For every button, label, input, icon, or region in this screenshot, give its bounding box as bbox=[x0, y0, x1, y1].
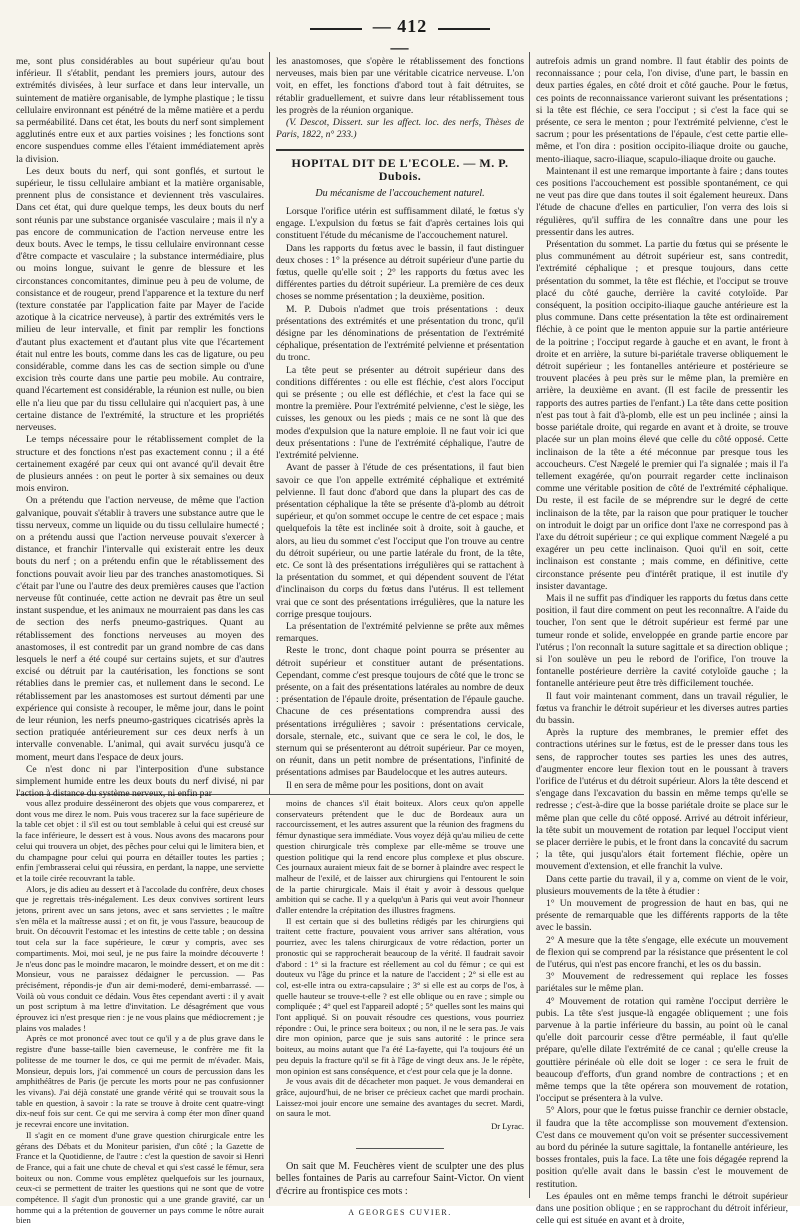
article-title: HOPITAL DIT DE L'ECOLE. — M. P. Dubois. bbox=[276, 149, 524, 181]
notice-text: On sait que M. Feuchères vient de sculpter une des plus belles fontaines de Paris au carrefour Saint-Victor. On vient d'écrire au frontispice ces mots : bbox=[276, 1160, 524, 1197]
paragraph: 5° Alors, pour que le fœtus puisse franchir ce dernier obstacle, il faudra que la tête accomplisse son mouvement d'extension. C'est dans ce mouvement qu'on voit se présenter successivement au bord du périnée la suture sagittale, la fontanelle antérieure, les bosses frontales, puis la face. La tête une fois dégagée reprend la position qu'elle avait dans le bassin c'est le mouvement de restitution. bbox=[536, 1105, 788, 1190]
feuilleton-middle bbox=[276, 798, 524, 1218]
paragraph: Il faut voir maintenant comment, dans un travail régulier, le fœtus va franchir le détroit supérieur et les diverses autres parties du bassin. bbox=[536, 690, 788, 726]
paragraph: Après ce mot prononcé avec tout ce qu'il y a de plus grave dans le registre d'une basse-taille bien caverneuse, le confrère me fit la politesse de me tourner le dos, ce qui me permit de m'évader. Mais, Monsieur, depuis lors, j'ai commencé un cours de percussion dans les amphithéâtres de Paris (je percute les morts pour ne pas confusionner les vivans). J'ai déjà constaté une grande vérité qui se trouvait sous la table en question, à savoir : la rate se trouve à droite cent quatre-vingt dix-neuf fois sur cent. Ce qui me servira à comp éter mon dîner quand je recevrai encore une invitation. bbox=[16, 1033, 264, 1130]
header-rule-right bbox=[438, 28, 490, 30]
article-subtitle: Du mécanisme de l'accouchement naturel. bbox=[315, 187, 485, 199]
page-number: — 412 — bbox=[372, 16, 428, 57]
paragraph: La tête peut se présenter au détroit supérieur dans des conditions différentes : ou elle est fléchie, c'est alors l'occiput qui se présente ; ou elle est défléchie, et c'est la face qui se montre la première. Pour l'extrémité pelvienne, c'est le siège, les cuisses, les genoux ou les pieds ; mais ce ne sont là que des modes d'expulsion que la nature emploie. Il ne faut voir ici que deux présentations : l'une de l'extrémité céphalique, l'autre de l'extrémité pelvienne. bbox=[276, 364, 524, 462]
paragraph: les anastomoses, que s'opère le rétablissement des fonctions nerveuses, mais bien par une véritable cicatrice nerveuse. L'on voit, en effet, les fonctions d'abord tout à fait détruites, se rétablir graduellement, et suivre dans leur rétablissement tous les progrès de la réunion organique. bbox=[276, 56, 524, 116]
page-header bbox=[0, 14, 800, 57]
paragraph: Dans cette partie du travail, il y a, comme on vient de le voir, plusieurs mouvements de la tête à étudier : bbox=[536, 873, 788, 897]
paragraph: Alors, je dis adieu au dessert et à l'accolade du confrère, deux choses que je regrettais très-inégalement. Les deux convives sortirent leurs jetons, prirent avec un sans jetons, avec et sans serviettes ; le maître s'en mêla et la maîtresse aussi ; et on fit, je vous l'assure, beaucoup de bruit. On découvrit l'estomac et les intestins de cette table ; on dessina tout cela sur la face supérieure, le cœur y compris, avec ses compartiments. Moi, moi seul, je ne pus faire la moindre découverte ! Je n'eus donc pas le moindre macaron, le moindre dessert, et on me dit : Monsieur, vous ne paraissez dédaigner le percussion. — Pas précisément, répondis-je d'un air demi-moderé, demi-embarrassé. — Voilà où vous conduit ce dédain. Vous êtes cependant averti : il y avait un post scriptum à ma lettre d'invitation. Le désagrément que vous éprouvez ici n'est presque rien : je ne vous plains que médiocrement ; je plains vos malades ! bbox=[16, 883, 264, 1033]
paragraph: Après la rupture des membranes, le premier effet des contractions utérines sur le fœtus, est de le presser dans tous les sens, de rapprocher toutes ses parties les unes des autres, d'augmenter encore leur flexion tout en le poussant à travers l'orifice de l'utérus et du détroit supérieur. Alors la tête descend et s'engage dans l'excavation du bassin en même temps qu'elle se redresse ; c'est-à-dire que la bosse pariétale droite se place sur le même plan que celle du côté opposé. Arrivé au détroit inférieur, la tête subit un mouvement de rotation par lequel l'occiput vient se placer derrière le pubis, et le front dans la concavité du sacrum ; la tête, qui jusqu'alors était fortement fléchie, opère un mouvement d'extension, et elle franchit la vulve. bbox=[536, 727, 788, 873]
paragraph: Reste le tronc, dont chaque point pourra se présenter au détroit supérieur et constituer autant de présentations. Cependant, comme c'est presque toujours de côté que le tronc se présente, on a fait des présentations latérales au nombre de deux : présentation de l'épaule droite, présentation de l'épaule gauche. Chacune de ces présentations comprendra aussi des présentations irrégulières ; savoir : présentations cervicale, dorsale, sternale, etc., suivant que ce sera le col, le dos, le sternum qui se présenteront au détroit supérieur. Par ce moyen, on réunit, dans un petit nombre de présentations, l'infinité de présentations admises par Baudelocque et les autres auteurs. bbox=[276, 645, 524, 779]
paragraph: La présentation de l'extrémité pelvienne se prête aux mêmes remarques. bbox=[276, 620, 524, 645]
paragraph: Avant de passer à l'étude de ces présentations, il faut bien savoir ce que l'on appelle extrémité céphalique et extrémité pelvienne. Il faut donc d'abord que dans la plupart des cas de présentation céphalique la tête se présente d'à-plomb au détroit supérieur, et qu'on sommet occupe le centre de cet espace ; mais quelquefois la tête est inclinée soit à droite, soit à gauche, et alors, au lieu du sommet c'est l'occiput que l'on trouve au centre du détroit supérieur, ou une partie latérale du front, de la tête, etc. Ce sont là des présentations irrégulières qui se rattachent à la présentation du sommet, et qui dépendent souvent de l'état d'inclinaison du corps du fœtus dans l'utérus. Il est tellement vrai que ce sont des présentations irrégulières, que la nature les corrige presque toujours. bbox=[276, 462, 524, 620]
paragraph: Ce n'est donc ni par l'interposition d'une substance simplement humide entre les deux bouts du nerf divisé, ni par l'action à distance du système nerveux, ni enfin par bbox=[16, 763, 264, 800]
paragraph: Il s'agit en ce moment d'une grave question chirurgicale entre les gérans des Débats et du Moniteur parisien, d'un côté ; la Gazette de France et la Quotidienne, de l'autre : c'est la question de savoir si Henri de France, qui a fait une chute de cheval et qui s'est cassé le fémur, sera boiteux ou non. Comme vous emplètez quelquefois sur les journaux, ceux-ci se permettent de traiter les questions qui ne sont que de votre compétence. Il s'agit d'un pronostic qui a une grande gravité, car un homme qui a la prétention de gouverner un pays comme le nôtre aurait bien bbox=[16, 1129, 264, 1226]
column-divider-2 bbox=[529, 52, 530, 1198]
paragraph: 1° Un mouvement de progression de haut en bas, qui ne présente de remarquable que les différents rapports de la tête avec le bassin. bbox=[536, 898, 788, 934]
column-divider-bottom bbox=[269, 798, 270, 1198]
reference: (V. Descot, Dissert. sur les affect. loc. des nerfs, Thèses de Paris, 1822, n° 233.) bbox=[276, 117, 524, 141]
notice bbox=[276, 1161, 524, 1198]
column-divider-1 bbox=[269, 52, 270, 794]
paragraph: moins de chances s'il était boiteux. Alors ceux qu'on appelle conservateurs prétendent que le duc de Bordeaux aura un raccourcissement, et les autres assurent que la réunion des fragmens du fémur dynastique sera immédiate. Vous voyez déjà qu'au milieu de cette question chirurgicale très complexe par elle-même se trouve une question politique qui la rend encore plus complexe et plus obscure. Ces journaux auraient mieux fait de se borner à plaindre avec respect le malheur de l'exilé, et de laisser aux chirurgiens qui l'entourent le soin de la partie chirurgicale. Mais il était y avoir à dessous quelque ambition qui se cache. Il y a quelqu'un à Paris qui veut avoir l'honneur d'aller entendre la crépitation des illustres fragmens. bbox=[276, 798, 524, 916]
paragraph: me, sont plus considérables au bout supérieur qu'au bout inférieur. Il s'établit, pendant les premiers jours, autour des extrémités divisées, à leur surface et dans leur intervalle, un suintement de matière organisable, de lymphe plastique ; le tissu cellulaire environnant est pénétré de la même matière et a perdu sa perméabilité. Dans cet état, les bouts du nerf sont simplement agglutinés entre eux et aux parties voisines ; les fonctions sont encore suspendues comme elles l'étaient immédiatement après la division. bbox=[16, 56, 264, 165]
column-left bbox=[16, 56, 264, 800]
notice-rule bbox=[356, 1148, 444, 1149]
paragraph: Il en sera de même pour les positions, dont on avait bbox=[286, 779, 484, 791]
paragraph: Dans les rapports du fœtus avec le bassin, il faut distinguer deux choses : 1° la présence au détroit supérieur d'une partie du fœtus, quelle qu'elle soit ; 2° les rapports du fœtus avec les différentes parties du détroit supérieur. La première de ces deux choses se nomme présentation ; la deuxième, position. bbox=[276, 242, 524, 303]
paragraph: Maintenant il est une remarque importante à faire ; dans toutes ces positions l'accouchement est possible spontanément, ce qui ne veut pas dire que dans toutes il soit également heureux. Dans l'étude de chacune d'elles en particulier, l'on verra des lois si régulières, qu'il suffira de les connaître dans une pour les pressentir dans les autres. bbox=[536, 165, 788, 238]
paragraph: 4° Mouvement de rotation qui ramène l'occiput derrière le pubis. La tête s'est jusque-là engagée obliquement ; une fois parvenue à la partie inférieure du bassin, au point où le canal qu'elle doit parcourir cesse d'être perméable, il faut qu'elle prépare, qu'elle dilate l'extrémité de ce canal ; qu'elle creuse la gouttière périnéale où elle doit se loger : ce sera le fruit de beaucoup d'efforts, d'un grand nombre de contractions ; et en même temps que la tête opérera son mouvement de rotation, l'occiput se présentera à la vulve. bbox=[536, 995, 788, 1105]
feuilleton-left bbox=[16, 798, 264, 1226]
paragraph: Les épaules ont en même temps franchi le détroit supérieur dans une position oblique ; en se rapprochant du détroit inférieur, celle qui est située en avant et à droite, bbox=[536, 1190, 788, 1227]
paragraph: Je vous avais dit de décacheter mon paquet. Je vous demanderai en grâce, aujourd'hui, de ne briser ce précieux cachet que mardi prochain. Laissez-moi jouir encore une semaine des avantages du secret. Mardi, on saura le mot. bbox=[276, 1076, 524, 1119]
paragraph: Présentation du sommet. La partie du fœtus qui se présente le plus communément au détroit supérieur est, sans contredit, l'extrémité céphalique ; et presque toujours, dans cette présentation du sommet, la tête est fléchie, et l'occiput se trouve placé du côté gauche, derrière la cavité cotyloïde. Par conséquent, la position occipito-iliaque gauche antérieure est la plus commune. Dans cette présentation la tête est ordinairement fléchie, à ce point que le menton appuie sur la partie antérieure de la poitrine ; l'occiput regarde à gauche et en avant, le front à droite et en arrière, la suture bi-pariétale traverse obliquement le détroit supérieur ; les fontanelles antérieure et postérieure se trouvent placées à peu près sur le même plan, la première en arrière, la deuxième en avant. (Il est facile de pressentir les rapports des autres parties de l'enfant.) La tête dans cette position n'est pas tout à fait d'à-plomb, elle est un peu inclinée ; ainsi la bosse pariétale droite, qui regarde en avant et à droite, se trouve placée sur un plan moins élevé que celle du côté opposé. Cette inclinaison de la tête a été méconnue par presque tous les accoucheurs. C'est Nægelé le premier qui l'a signalée ; mais il l'a tellement exagérée, qu'on pourrait regarder cette inclinaison comme une véritable position de côté de l'extrémité céphalique. Du reste, il est facile de se méprendre sur le degré de cette inclinaison de la tête, par la raison que pour pratiquer le toucher on introduit le doigt par un orifice dont l'axe ne correspond pas à l'axe du détroit supérieur ; ce qui explique comment Nægelé a pu exagérer un peu cette inclinaison. Quoi qu'il en soit, cette inclinaison est constante ; mais comme, en définitive, cette circonstance présente peu d'intérêt pratique, il est inutile d'y insister davantage. bbox=[536, 239, 788, 592]
paragraph: Lorsque l'orifice utérin est suffisamment dilaté, le fœtus s'y engage. L'expulsion du fœtus se fait d'après certaines lois qui constituent l'étude du mécanisme de l'accouchement naturel. bbox=[276, 206, 524, 242]
paragraph: On a prétendu que l'action nerveuse, de même que l'action galvanique, pouvait s'établir à travers une substance autre que le tissu nerveux, comme un liquide ou du tissu cellulaire humecté ; on a prétendu aussi que l'action nerveuse pouvait s'exercer à distance, et franchir l'intervalle qui existerait entre les deux bouts du nerf ; on a prétendu enfin que le rétablissement des fonctions pouvait avoir lieu par des tranches anastomotiques. Si c'était par l'une ou l'autre des deux premières causes que l'action nerveuse fût continuée, cette action ne devrait pas être un seul instant suspendue, et les animaux ne mourraient pas dans les cas de section des nerfs pneumo-gastriques. Quant au rétablissement des fonctions nerveuses au moyen des anastomoses, il est contredit par un grand nombre de cas dans lesquels le nerf a été coupé sur certains sujets, et sur d'autres excisé ou détruit par la cautérisation, les fonctions se sont rétablies dans le premier cas, et nullement dans le second. Le rétablissement par les anastomoses est surtout démenti par une expérience qui consiste à recouper, le même jour, dans le point de leur réunion, les nerfs pneumo-gastriques cicatrisés après la section pratiquée antérieurement sur ces deux nerfs à un intervalle convenable. L'animal, qui avait survécu jusqu'à ce moment, meurt dans l'espace de deux jours. bbox=[16, 495, 264, 763]
column-middle bbox=[276, 56, 524, 794]
header-rule-left bbox=[310, 28, 362, 30]
paragraph: autrefois admis un grand nombre. Il faut établir des points de reconnaissance ; pour cela, l'on divise, d'une part, le bassin en deux parties égales, en côté droit et côté gauche. Pour le fœtus, ces points de reconnaissance varieront suivant les présentations ; si la tête est fléchie, ce sera l'occiput ; si c'est la face qui se présente, ce sera le menton ; pour l'extrémité pelvienne, c'est le sacrum ; pour les présentations de l'épaule, c'est cette partie elle-même, et l'on dira : position occipito-iliaque droite ou gauche, mento-iliaque, sacro-iliaque, scapulo-iliaque droite ou gauche. bbox=[536, 56, 788, 165]
paragraph: 3° Mouvement de redressement qui replace les fosses pariétales sur le même plan. bbox=[536, 971, 788, 995]
column-right bbox=[536, 56, 788, 1227]
paragraph: Il est certain que si des bulletins rédigés par les chirurgiens qui traitent cette fracture, pouvaient vous arriver sans altération, vous pourriez, avec les talens chirurgicaux de votre rédaction, porter un pronostic qui se rapprocherait beaucoup de la vérité. Il faudrait savoir d'abord : 1° si la fracture est réellement au col du fémur ; ce qui est douteux vu l'âge du prince et la nature de l'accident ; 2° si elle est au col, est-elle intra ou extra-capsulaire ; 3° si elle est au corps de l'os, à quelle hauteur se trouve-t-elle ? est elle oblique ou en rave ; simple ou compliquée ; 4° quel est l'appareil adopté ; 5° quelles sont les mains qui l'ont appliqué. Si on pouvait résoudre ces questions, vous pourriez répondre : Oui, le prince sera boiteux ; ou non, il ne le sera pas. Je vais dire mon opinion, parce que je suis sans autorité : le prince sera boiteux, au moins autant que l'a été La-fayette, qui l'a toujours été un peu depuis la fracture qu'il se fit à l'âge de vingt deux ans. Je le répète, mon opinion est sans conséquence, et c'est pour cela que je la donne. bbox=[276, 915, 524, 1076]
dedication: A GEORGES CUVIER. bbox=[348, 1208, 452, 1218]
signature: Dr Lyrac. bbox=[491, 1121, 524, 1132]
paragraph: Les deux bouts du nerf, qui sont gonflés, et surtout le supérieur, le tissu cellulaire ambiant et la matière organisable, prennent plus de consistance et deviennent très vasculaires. Dans cet état, qui dure quelque temps, les deux bouts du nerf sont réunis par une substance organisée vasculaire ; mais il n'y a pas encore de communication de l'action nerveuse entre les deux bouts. Avec le temps, le tissu cellulaire environnant cesse d'être compacte et vasculaire ; la substance intermédiaire, plus ou moins longue, suivant le genre de blessure et les circonstances concomitantes, diminue peu à peu de volume, de consistance et de rougeur, prend l'apparence et la texture du nerf (texture constatée par l'application faite par Mayer de l'acide azotique à la cicatrice nerveuse), à partir des extrémités vers le milieu de leur intervalle, et finit par remplir les fonctions d'autant plus exactement et d'autant plus vite que l'écartement était nul entre les bouts, comme dans les cas de ligature, ou peu considérable, comme dans les cas de section simple ou d'une excision très courte dans une partie peu mobile. Au contraire, quand l'écartement est considérable, la réunion est nulle, ou bien elle n'a lieu que par du tissu cellulaire qui n'acquiert pas, à une certaine distance de l'extrémité, la structure et les propriétés nerveuses. bbox=[16, 165, 264, 434]
paragraph: vous allez produire desséineront des objets que vous comparerez, et dont vous me direz le nom. Puis vous tracerez sur la face supérieure de la table cet objet : il s'il est ou tout semblable à celui qui est creusé sur la face inférieure, le dessert est à vous. Nous avons des macarons pour celui qui trouvera un objet, des pêches pour celui qui le limitera bien, et du champagne pour celui qui pourra en détailler toutes les parties ; enfin j'embrasserai celui qui réussira, en perdant, la nappe, une serviette et la toile cirée recouvrant la table. bbox=[16, 798, 264, 883]
paragraph: Le temps nécessaire pour le rétablissement complet de la structure et des fonctions n'est pas exactement connu ; il a été certainement exagéré par ceux qui ont avancé qu'il devait être de plusieurs années : on peut le porter à six semaines ou deux mois environ. bbox=[16, 434, 264, 495]
paragraph: M. P. Dubois n'admet que trois présentations : deux présentations des extrémités et une présentation du tronc, qu'il désigne par les dénominations de présentation de l'extrémité céphalique, présentation de l'extrémité pelvienne et présentation du tronc. bbox=[276, 303, 524, 364]
paragraph: Mais il ne suffit pas d'indiquer les rapports du fœtus dans cette position, il faut dire comment on peut les reconnaître. A l'aide du toucher, l'on sent que le détroit supérieur est fermé par une tumeur ronde et solide, enveloppée en grande partie encore par l'utérus ; l'on reconnaît la suture sagittale et sa direction oblique ; si l'on soulève un peu le rebord de l'orifice, l'on trouve la fontanelle postérieure derrière la cavité cotyloïde gauche ; la fontanelle antérieure peut être très difficilement touchée. bbox=[536, 592, 788, 690]
paragraph: 2° A mesure que la tête s'engage, elle exécute un mouvement de flexion qui se comprend par la résistance que présentent le col de l'utérus, qui n'est pas encore franchi, et les os du bassin. bbox=[536, 934, 788, 971]
